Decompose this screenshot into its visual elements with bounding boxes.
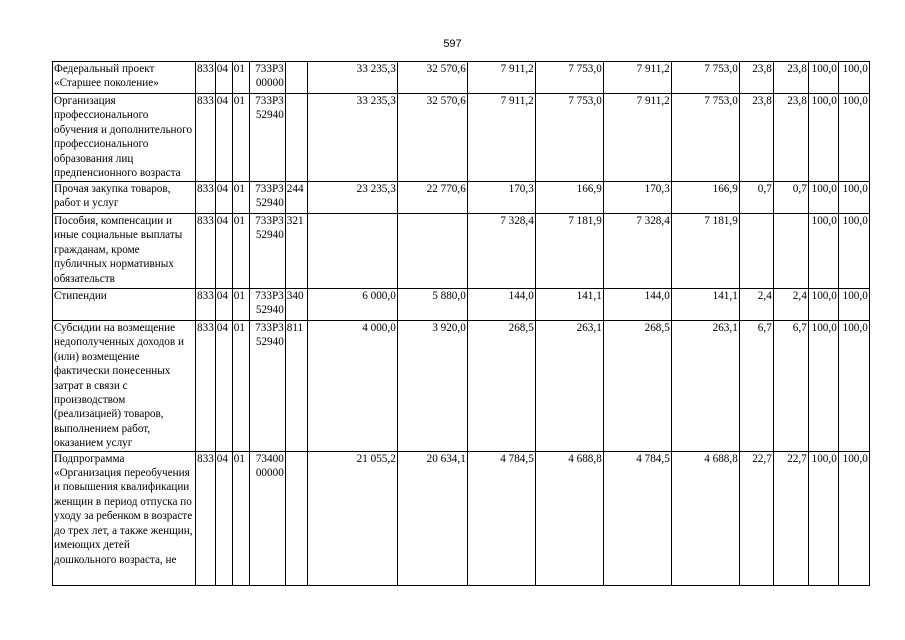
value-cell: 170,3 (467, 182, 535, 214)
value-cell: 7 753,0 (535, 94, 603, 182)
target-article-part-2: 52940 (255, 229, 284, 242)
value-cell: 100,0 (838, 289, 869, 321)
value-cell: 33 235,3 (307, 94, 397, 182)
value-cell: 100,0 (838, 214, 869, 289)
value-cell: 100,0 (838, 451, 869, 585)
value-cell: 100,0 (838, 62, 869, 94)
value-cell: 100,0 (808, 321, 838, 452)
target-article-part-1: 733Р3 (255, 215, 284, 227)
value-cell: 22,7 (773, 451, 808, 585)
target-article-part-2: 00000 (255, 77, 284, 90)
value-cell: 6,7 (773, 321, 808, 452)
admin-code: 833 (196, 182, 216, 214)
value-cell: 100,0 (808, 182, 838, 214)
value-cell: 7 181,9 (671, 214, 739, 289)
row-name: Федеральный проект «Старшее поколение» (53, 62, 196, 94)
value-cell: 22 770,6 (397, 182, 467, 214)
value-cell: 144,0 (467, 289, 535, 321)
target-article-part-1: 733Р3 (255, 322, 284, 334)
value-cell: 100,0 (808, 289, 838, 321)
value-cell: 22,7 (739, 451, 773, 585)
target-article-part-1: 733Р3 (255, 290, 284, 302)
admin-code: 833 (196, 289, 216, 321)
value-cell: 2,4 (739, 289, 773, 321)
value-cell: 23,8 (773, 62, 808, 94)
value-cell: 7 911,2 (603, 94, 671, 182)
value-cell: 100,0 (808, 62, 838, 94)
section-code: 04 (215, 62, 232, 94)
value-cell: 268,5 (603, 321, 671, 452)
value-cell: 7 328,4 (467, 214, 535, 289)
target-article-part-2: 52940 (255, 304, 284, 317)
admin-code: 833 (196, 451, 216, 585)
target-article-code (249, 62, 285, 94)
value-cell: 100,0 (808, 451, 838, 585)
target-article-part-1: 733Р3 (255, 63, 284, 75)
value-cell: 5 880,0 (397, 289, 467, 321)
section-code: 04 (215, 451, 232, 585)
section-code: 04 (215, 289, 232, 321)
subsection-code: 01 (232, 62, 249, 94)
value-cell: 7 753,0 (535, 62, 603, 94)
target-article-code (249, 214, 285, 289)
table-row (53, 214, 870, 289)
target-article-code (249, 321, 285, 452)
value-cell: 268,5 (467, 321, 535, 452)
value-cell (397, 214, 467, 289)
value-cell: 2,4 (773, 289, 808, 321)
value-cell: 100,0 (838, 321, 869, 452)
target-article-code (249, 289, 285, 321)
row-name: Прочая закупка товаров, работ и услуг (53, 182, 196, 214)
subsection-code: 01 (232, 94, 249, 182)
section-code: 04 (215, 214, 232, 289)
value-cell: 7 328,4 (603, 214, 671, 289)
table-row (53, 182, 870, 214)
value-cell: 32 570,6 (397, 62, 467, 94)
expense-type-code (285, 62, 307, 94)
value-cell: 166,9 (535, 182, 603, 214)
table-row (53, 289, 870, 321)
expense-type-code: 811 (285, 321, 307, 452)
target-article-code (249, 451, 285, 585)
value-cell: 170,3 (603, 182, 671, 214)
value-cell: 6,7 (739, 321, 773, 452)
row-name: Подпрограмма «Организация переобучения и повышения квалификации женщин в период отпуска по уходу за ребенком в возрасте до трех лет, а также женщин, имеющих детей дошкольного возраста, не (53, 451, 196, 585)
section-code: 04 (215, 182, 232, 214)
value-cell: 0,7 (739, 182, 773, 214)
value-cell: 100,0 (808, 214, 838, 289)
subsection-code: 01 (232, 451, 249, 585)
row-name: Организация профессионального обучения и дополнительного профессионального образования лиц предпенсионного возраста (53, 94, 196, 182)
subsection-code: 01 (232, 214, 249, 289)
subsection-code: 01 (232, 182, 249, 214)
value-cell (773, 214, 808, 289)
expense-type-code (285, 94, 307, 182)
value-cell: 6 000,0 (307, 289, 397, 321)
admin-code: 833 (196, 94, 216, 182)
target-article-part-2: 52940 (255, 109, 284, 122)
value-cell (307, 214, 397, 289)
value-cell: 7 753,0 (671, 62, 739, 94)
target-article-part-2: 52940 (255, 197, 284, 210)
section-code: 04 (215, 94, 232, 182)
admin-code: 833 (196, 321, 216, 452)
value-cell: 100,0 (808, 94, 838, 182)
value-cell: 4 000,0 (307, 321, 397, 452)
value-cell: 32 570,6 (397, 94, 467, 182)
section-code: 04 (215, 321, 232, 452)
value-cell: 4 784,5 (603, 451, 671, 585)
row-name: Субсидии на возмещение недополученных доходов и (или) возмещение фактически понесенных затрат в связи с производством (реализацией) товаров, выполнением работ, оказанием услуг (53, 321, 196, 452)
value-cell: 7 911,2 (467, 94, 535, 182)
value-cell: 141,1 (671, 289, 739, 321)
target-article-part-1: 733Р3 (255, 95, 284, 107)
row-name: Стипендии (53, 289, 196, 321)
value-cell: 263,1 (671, 321, 739, 452)
value-cell: 23,8 (739, 94, 773, 182)
value-cell: 263,1 (535, 321, 603, 452)
value-cell: 144,0 (603, 289, 671, 321)
target-article-part-1: 733Р3 (255, 183, 284, 195)
value-cell: 20 634,1 (397, 451, 467, 585)
admin-code: 833 (196, 214, 216, 289)
page-number: 597 (443, 38, 462, 50)
row-name: Пособия, компенсации и иные социальные выплаты гражданам, кроме публичных нормативных обязательств (53, 214, 196, 289)
value-cell: 7 181,9 (535, 214, 603, 289)
admin-code: 833 (196, 62, 216, 94)
target-article-code (249, 94, 285, 182)
target-article-part-2: 00000 (255, 467, 284, 480)
value-cell: 4 784,5 (467, 451, 535, 585)
table-row (53, 62, 870, 94)
budget-table (52, 61, 870, 586)
value-cell: 7 911,2 (467, 62, 535, 94)
value-cell: 100,0 (838, 182, 869, 214)
value-cell: 100,0 (838, 94, 869, 182)
target-article-part-2: 52940 (255, 336, 284, 349)
table-row (53, 321, 870, 452)
expense-type-code: 321 (285, 214, 307, 289)
subsection-code: 01 (232, 289, 249, 321)
value-cell: 23 235,3 (307, 182, 397, 214)
value-cell: 7 753,0 (671, 94, 739, 182)
table-row (53, 94, 870, 182)
table-row (53, 451, 870, 585)
value-cell: 166,9 (671, 182, 739, 214)
value-cell: 7 911,2 (603, 62, 671, 94)
value-cell (739, 214, 773, 289)
value-cell: 141,1 (535, 289, 603, 321)
expense-type-code: 340 (285, 289, 307, 321)
value-cell: 21 055,2 (307, 451, 397, 585)
value-cell: 23,8 (739, 62, 773, 94)
value-cell: 3 920,0 (397, 321, 467, 452)
value-cell: 4 688,8 (671, 451, 739, 585)
value-cell: 4 688,8 (535, 451, 603, 585)
value-cell: 0,7 (773, 182, 808, 214)
value-cell: 33 235,3 (307, 62, 397, 94)
subsection-code: 01 (232, 321, 249, 452)
target-article-part-1: 73400 (255, 452, 284, 465)
target-article-code (249, 182, 285, 214)
expense-type-code (285, 451, 307, 585)
value-cell: 23,8 (773, 94, 808, 182)
expense-type-code: 244 (285, 182, 307, 214)
